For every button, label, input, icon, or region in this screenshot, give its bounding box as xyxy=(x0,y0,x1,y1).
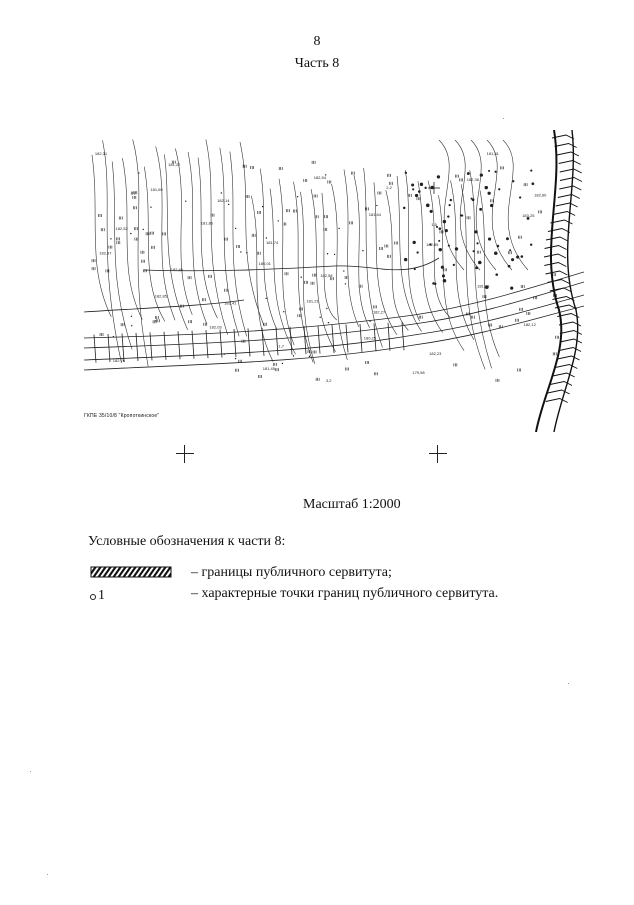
map-dot xyxy=(443,220,446,223)
map-dot xyxy=(519,196,521,198)
map-dot xyxy=(224,353,225,354)
map-dot xyxy=(443,279,447,283)
road-line xyxy=(84,300,244,312)
cliff-stroke xyxy=(550,382,572,386)
cliff-stroke xyxy=(553,212,575,216)
scale-label: Масштаб 1:2000 xyxy=(303,497,401,512)
legend-hatch-symbol xyxy=(90,565,172,577)
cliff-stroke xyxy=(546,237,568,241)
road-tick xyxy=(220,330,222,358)
cliff-stroke xyxy=(560,339,582,343)
map-dot xyxy=(155,320,156,321)
spot-height-label: 182,76 xyxy=(112,357,126,363)
map-dot xyxy=(460,214,462,216)
map-dot xyxy=(531,182,534,185)
contour-line xyxy=(354,175,370,328)
map-dot xyxy=(480,174,483,177)
map-dot xyxy=(266,237,267,238)
map-dot xyxy=(334,254,335,255)
spot-height-label: 181,21 xyxy=(306,298,319,304)
road-tick xyxy=(332,325,334,353)
map-dot xyxy=(509,249,511,251)
spot-height-label: 182,31 xyxy=(94,150,108,156)
map-dot xyxy=(530,244,532,246)
cliff-edge xyxy=(536,130,561,432)
spot-height-label: 182,14 xyxy=(217,197,230,203)
road-tick xyxy=(402,322,404,350)
map-dot xyxy=(265,298,266,299)
map-dot xyxy=(415,194,418,197)
spot-height-label: 182,23 xyxy=(429,351,442,357)
map-dot xyxy=(441,266,444,269)
cliff-stroke xyxy=(560,331,582,335)
road-tick xyxy=(304,326,306,354)
map-dot xyxy=(448,245,450,247)
contour-line xyxy=(92,155,111,317)
map-dot xyxy=(447,215,449,217)
map-caption: ГКПЕ 35/10/8 "Кропоткинское" xyxy=(84,413,160,419)
spot-height-label: 182,85 xyxy=(426,241,439,247)
cliff-stroke xyxy=(560,169,582,173)
spot-height-label: 181,86 xyxy=(200,220,214,226)
map-dot xyxy=(143,229,144,230)
map-drawing xyxy=(84,130,584,432)
cliff-stroke xyxy=(553,373,575,377)
cliff-stroke xyxy=(545,246,567,250)
map-dot xyxy=(404,258,407,261)
cliff-stroke xyxy=(559,348,581,352)
map-dot xyxy=(512,180,514,182)
road-tick xyxy=(150,332,152,360)
map-dot xyxy=(453,264,455,266)
topographic-map xyxy=(84,130,584,432)
spot-height-label: 181,22 xyxy=(168,161,181,167)
spot-height-label: 182,41 xyxy=(224,300,237,306)
scan-speck xyxy=(568,683,569,684)
point-circle-icon xyxy=(90,594,96,600)
map-dot xyxy=(327,253,328,254)
cliff-stroke xyxy=(558,356,580,360)
spot-height-label: 182,97 xyxy=(99,250,112,256)
map-dot xyxy=(413,241,416,244)
map-dot xyxy=(485,186,488,189)
page-number: 8 xyxy=(313,34,321,49)
contour-line xyxy=(418,181,443,332)
map-dot xyxy=(438,240,440,242)
map-dot xyxy=(235,228,236,229)
map-dot xyxy=(497,245,500,248)
cliff-stroke xyxy=(544,263,566,267)
map-dot xyxy=(488,170,490,172)
map-dot xyxy=(476,242,478,244)
map-dot xyxy=(420,183,423,186)
map-dot xyxy=(185,200,186,201)
map-dot xyxy=(508,265,511,268)
map-dot xyxy=(338,228,339,229)
scan-speck xyxy=(30,771,31,772)
map-dot xyxy=(455,247,458,250)
cliff-stroke xyxy=(547,280,569,284)
map-dot xyxy=(345,283,346,284)
map-dot xyxy=(228,204,229,205)
cliff-stroke xyxy=(558,195,580,199)
map-dot xyxy=(376,205,377,206)
spot-height-label: 2,2 xyxy=(386,184,392,190)
road-tick xyxy=(346,325,348,353)
road-tick xyxy=(108,334,110,362)
cliff-stroke xyxy=(544,254,566,258)
map-dot xyxy=(405,172,407,174)
spot-height-label: 181,90 xyxy=(477,283,490,289)
map-dot xyxy=(403,207,406,210)
map-dot xyxy=(450,199,452,201)
cliff-stroke xyxy=(546,399,568,403)
contour-line xyxy=(455,140,480,270)
map-dot xyxy=(326,308,327,309)
map-dot xyxy=(426,204,430,208)
spot-height-label: 182,54 xyxy=(313,174,326,180)
cliff-stroke xyxy=(559,186,581,190)
legend-point-symbol xyxy=(90,588,105,604)
cliff-edge xyxy=(554,130,578,432)
map-dot xyxy=(412,188,414,190)
spot-height-label: 179,98 xyxy=(412,369,425,375)
map-dot xyxy=(369,321,370,322)
contour-line xyxy=(397,176,422,332)
map-dot xyxy=(301,277,302,278)
road-tick xyxy=(192,331,194,359)
map-dot xyxy=(511,258,514,261)
contour-line xyxy=(133,140,148,367)
road-tick xyxy=(178,331,180,359)
map-dot xyxy=(131,325,132,326)
map-dot xyxy=(282,363,283,364)
spot-height-label: 182,52 xyxy=(115,226,128,232)
contour-line xyxy=(503,140,528,270)
spot-height-label: 181,64 xyxy=(368,211,382,217)
spot-height-label: 182,58 xyxy=(320,272,333,278)
legend-points-text: – характерные точки границ публичного сервитута. xyxy=(191,586,499,601)
contour-lines xyxy=(92,139,528,369)
map-dot xyxy=(430,210,433,213)
cliff-stroke xyxy=(555,365,577,369)
map-dot xyxy=(293,355,294,356)
road-tick xyxy=(164,332,166,360)
map-dot xyxy=(240,251,241,252)
spot-height-label: 182,12 xyxy=(523,322,536,328)
legend-point-number: 1 xyxy=(98,588,105,603)
map-dot xyxy=(488,192,491,195)
road-tick xyxy=(290,327,292,355)
map-dot xyxy=(418,190,421,193)
map-dot xyxy=(180,355,181,356)
map-dot xyxy=(516,255,519,258)
map-dot xyxy=(521,255,524,258)
map-dot xyxy=(424,187,426,189)
map-dot xyxy=(283,311,284,312)
road-line xyxy=(84,272,584,341)
map-dot xyxy=(439,227,442,230)
spot-height-label: 181,69 xyxy=(150,186,163,192)
map-dot xyxy=(498,188,500,190)
map-dot xyxy=(110,238,111,239)
spot-height-label: 180,01 xyxy=(258,260,271,266)
grid-cross-marker xyxy=(176,445,194,463)
spot-height-label: 182,40 xyxy=(170,267,184,273)
map-dot xyxy=(130,233,131,234)
map-dot xyxy=(442,274,445,277)
contour-line xyxy=(405,170,419,321)
spot-height-label: 182,27 xyxy=(372,309,386,315)
legend-title: Условные обозначения к части 8: xyxy=(88,534,286,549)
map-dot xyxy=(235,358,236,359)
map-dot xyxy=(138,172,139,173)
cliff-stroke xyxy=(545,271,567,275)
map-dot xyxy=(411,183,414,186)
contour-line xyxy=(220,148,239,337)
spot-height-label: 182,03 xyxy=(209,324,222,330)
cliff-hatch xyxy=(536,130,582,432)
map-dot xyxy=(343,270,344,271)
road-tick xyxy=(234,329,236,357)
spot-height-label: 1,5 xyxy=(431,221,437,227)
map-dot xyxy=(131,316,132,317)
road-tick xyxy=(136,333,138,361)
map-dot xyxy=(510,287,513,290)
map-dot xyxy=(278,220,279,221)
map-dot xyxy=(479,208,482,211)
map-dot xyxy=(246,252,247,253)
map-dot xyxy=(467,172,470,175)
map-dot xyxy=(416,251,418,253)
contour-line xyxy=(461,184,485,369)
road-line xyxy=(84,282,584,348)
contour-line xyxy=(344,170,359,327)
map-dot xyxy=(474,230,477,233)
map-dot xyxy=(262,206,263,207)
map-dot xyxy=(439,248,442,251)
contour-line xyxy=(198,158,217,319)
scan-speck xyxy=(47,874,48,875)
map-dot xyxy=(309,356,310,357)
contour-line xyxy=(251,196,273,362)
map-dot xyxy=(494,171,496,173)
road-lines xyxy=(84,258,584,370)
map-dot xyxy=(478,261,482,265)
contour-line xyxy=(164,154,187,329)
map-dot xyxy=(472,198,475,201)
map-dot xyxy=(494,251,498,255)
spot-height-label: 181,81 xyxy=(486,151,499,157)
map-dot xyxy=(221,192,222,193)
contour-line xyxy=(260,169,277,330)
road-tick xyxy=(206,330,208,358)
contour-line xyxy=(301,192,315,364)
spot-height-label: 181,45 xyxy=(262,365,275,371)
spot-height-label: 180,25 xyxy=(363,335,376,341)
map-dot xyxy=(432,282,435,285)
spot-height-label: 182,85 xyxy=(154,293,167,299)
map-dot xyxy=(530,170,532,172)
spot-height-label: 183,25 xyxy=(522,213,535,219)
spot-height-label: 182,38 xyxy=(466,177,479,183)
map-dot xyxy=(328,322,329,323)
map-dot xyxy=(473,250,475,252)
cliff-stroke xyxy=(556,203,578,207)
map-dot xyxy=(113,336,114,337)
part-title: Часть 8 xyxy=(294,56,340,71)
contour-line xyxy=(230,152,247,337)
contour-line xyxy=(322,193,337,320)
road-line xyxy=(144,258,439,271)
road-tick xyxy=(276,327,278,355)
road-tick xyxy=(94,335,96,363)
map-dot xyxy=(319,317,320,318)
road-tick xyxy=(360,324,362,352)
cliff-stroke xyxy=(560,178,582,182)
map-dot xyxy=(150,207,151,208)
cliff-stroke xyxy=(557,152,579,156)
scan-speck xyxy=(503,118,504,119)
map-dot xyxy=(488,237,491,240)
spot-height-label: 182,60 xyxy=(534,192,547,198)
spot-height-label: 181,74 xyxy=(266,239,279,245)
map-dot xyxy=(297,196,298,197)
map-dot xyxy=(445,229,448,232)
legend-boundary-text: – границы публичного сервитута; xyxy=(191,565,392,580)
map-dot xyxy=(430,186,434,190)
grid-cross-marker xyxy=(429,445,447,463)
map-dot xyxy=(362,250,363,251)
map-dot xyxy=(437,175,440,178)
cliff-stroke xyxy=(548,390,570,394)
map-dot xyxy=(506,237,509,240)
map-dot xyxy=(414,268,416,270)
map-dot xyxy=(449,204,451,206)
map-dot xyxy=(475,266,478,269)
spot-height-label: 3,2 xyxy=(325,378,332,384)
contour-line xyxy=(175,149,192,315)
map-dot xyxy=(490,204,493,207)
spot-height-label: 1,7 xyxy=(278,343,284,349)
contour-line xyxy=(112,161,132,349)
map-dot xyxy=(495,273,498,276)
cliff-stroke xyxy=(559,161,581,165)
road-tick xyxy=(318,326,320,354)
